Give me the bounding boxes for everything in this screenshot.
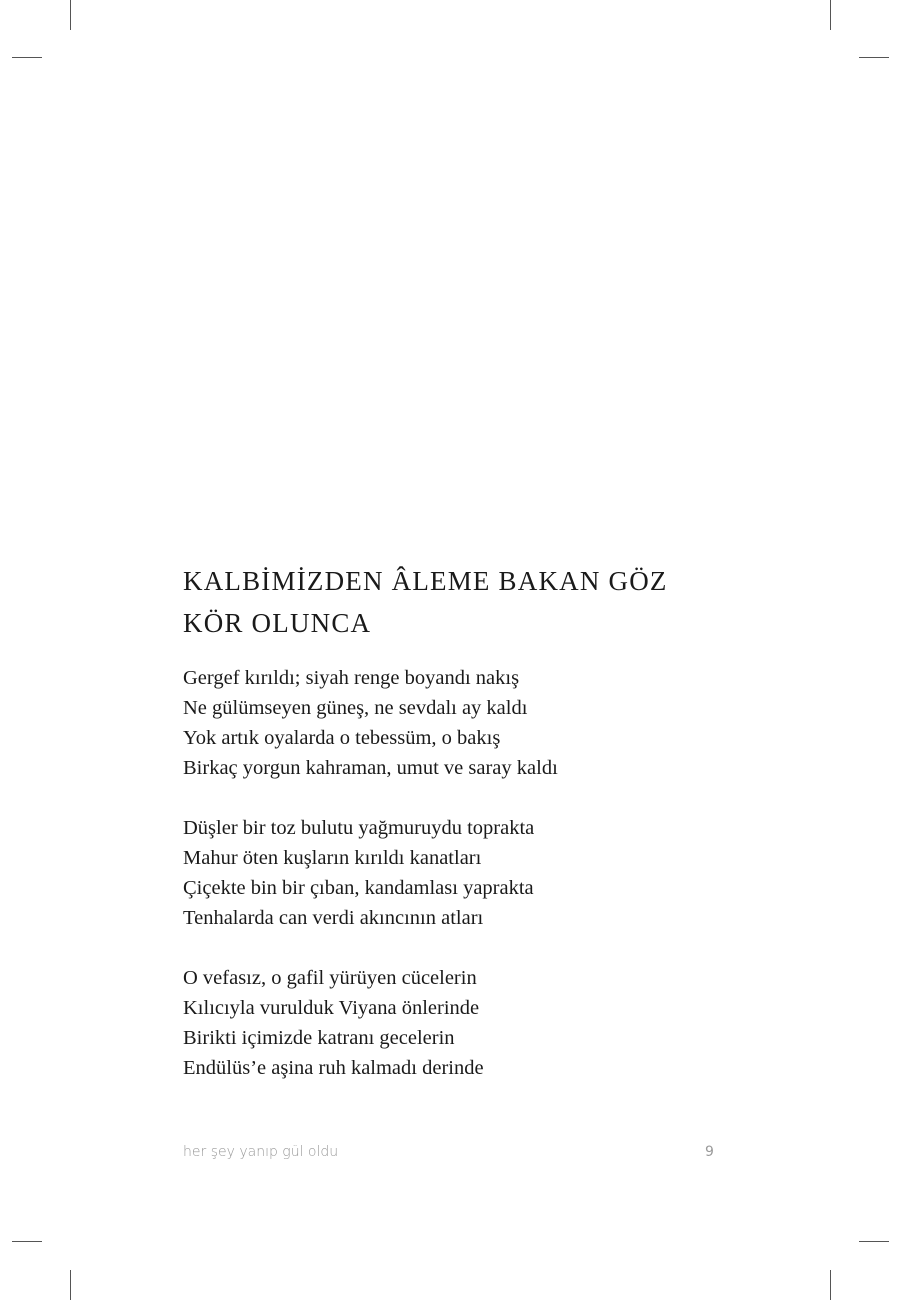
stanza xyxy=(183,663,743,783)
running-footer-book-title: her şey yanıp gül oldu xyxy=(183,1144,339,1160)
verse-line: Düşler bir toz bulutu yağmuruydu toprakta xyxy=(183,817,535,839)
crop-mark-top-right-vertical xyxy=(830,0,831,30)
verse-line: Yok artık oyalarda o tebessüm, o bakış xyxy=(183,727,501,749)
poem-title-line: KALBİMİZDEN ÂLEME BAKAN GÖZ xyxy=(183,566,668,596)
verse-line: Çiçekte bin bir çıban, kandamlası yaprakta xyxy=(183,877,534,899)
crop-mark-bottom-right-vertical xyxy=(830,1270,831,1300)
crop-mark-top-left-horizontal xyxy=(12,57,42,58)
crop-mark-bottom-left-horizontal xyxy=(12,1241,42,1242)
verse-line: Birikti içimizde katranı gecelerin xyxy=(183,1027,455,1049)
verse-line: O vefasız, o gafil yürüyen cücelerin xyxy=(183,967,477,989)
crop-mark-top-left-vertical xyxy=(70,0,71,30)
poem-title-line: KÖR OLUNCA xyxy=(183,608,372,638)
verse-line: Gergef kırıldı; siyah renge boyandı nakış xyxy=(183,667,520,689)
crop-mark-bottom-left-vertical xyxy=(70,1270,71,1300)
poem-body xyxy=(183,663,743,1113)
verse-line: Mahur öten kuşların kırıldı kanatları xyxy=(183,847,482,869)
crop-mark-top-right-horizontal xyxy=(859,57,889,58)
poem-title xyxy=(183,560,743,644)
stanza xyxy=(183,813,743,933)
verse-line: Birkaç yorgun kahraman, umut ve saray kaldı xyxy=(183,757,558,779)
verse-line: Kılıcıyla vurulduk Viyana önlerinde xyxy=(183,997,480,1019)
crop-mark-bottom-right-horizontal xyxy=(859,1241,889,1242)
page-number: 9 xyxy=(705,1144,714,1160)
verse-line: Ne gülümseyen güneş, ne sevdalı ay kaldı xyxy=(183,697,528,719)
verse-line: Endülüs’e aşina ruh kalmadı derinde xyxy=(183,1057,484,1079)
verse-line: Tenhalarda can verdi akıncının atları xyxy=(183,907,484,929)
stanza xyxy=(183,963,743,1083)
